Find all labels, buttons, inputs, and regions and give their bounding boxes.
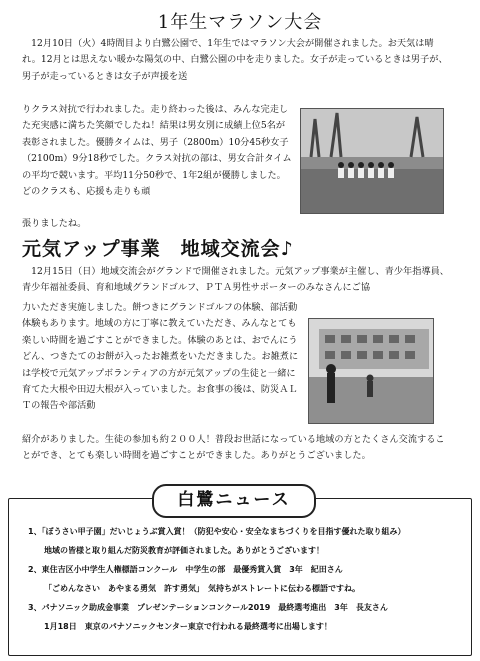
section2-paragraph-end: 紹介がありました。生徒の参加も約２００人！普段お世話になっている地域の方とたくさん交流することができ、とても楽しい時間を過ごすことができました。ありがとうございました。	[22, 434, 445, 462]
news-box	[8, 498, 472, 656]
news-line: 2、東住吉区小中学生人権標語コンクール 中学生の部 最優秀賞入賞 3年 紀田さん	[28, 565, 343, 574]
news-heading: 白鷺ニュース	[152, 484, 316, 518]
section2-paragraph-side: 力いただき実施しました。餅つきにグランドゴルフの体験、部活動体験もあります。地域の方に丁寧に教えていただき、みんなとても楽しい時間を過ごすことができました。体験のあとは、おでんにうどん、つきたてのお餅が入ったお雑煮をいただきました。お雑煮には学校で元気アップボランティアの方が元気アップの生徒と一緒に育てた大根や田辺大根が入っていました。お食事の後は、防災ＡＬＴの報告や部活動	[22, 302, 299, 412]
schoolyard-photo	[308, 318, 434, 424]
news-line: 地域の皆様と取り組んだ防災教育が評価されました。ありがとうございます！	[44, 546, 324, 555]
section1-paragraph-top: 12月10日（火）4時間目より白鷺公園で、1年生ではマラソン大会が開催されました。お天気は晴れ。12月とは思えない暖かな陽気の中、白鷺公園の中を走りました。女子が走っているときは男子が、男子が走っているときは女子が声援を送	[22, 38, 448, 82]
section1-title: 1年生マラソン大会	[157, 12, 323, 33]
section2-paragraph-top: 12月15日（日）地域交流会がグランドで開催されました。元気アップ事業が主催し、青少年指導員、青少年福祉委員、育和地域グランドゴルフ、ＰＴＡ男性サポーターのみなさんにご協	[22, 266, 449, 294]
section1-paragraph-end: 張りましたね。	[22, 218, 87, 229]
news-line: 3、パナソニック助成金事業 プレゼンテーションコンクール2019 最終選考進出 3年 長友さん	[28, 603, 388, 612]
marathon-photo	[300, 108, 444, 214]
news-line: 1、「ぼうさい甲子園」だいじょうぶ賞入賞！（防犯や安心・安全なまちづくりを目指す優れた取り組み）	[28, 527, 406, 536]
news-line: 1月18日 東京のパナソニックセンター東京で行われる最終選考に出場します！	[44, 622, 332, 631]
section1-paragraph-side: りクラス対抗で行われました。走り終わった後は、みんな完走した充実感に満ちた笑顔でしたね！結果は男女別に成績上位5名が表彰されました。優勝タイムは、男子（2800m）10分45秒女子（2100m）9分18秒でした。クラス対抗の部は、男女合計タイムの平均で競います。平均11分50秒で、1年2組が優勝しました。どのクラスも、応援も走りも頑	[22, 104, 292, 198]
news-line: 「ごめんなさい あやまる勇気 許す勇気」 気持ちがストレートに伝わる標語ですね。	[44, 584, 360, 593]
section2-title: 元気アップ事業 地域交流会♪	[22, 238, 294, 260]
